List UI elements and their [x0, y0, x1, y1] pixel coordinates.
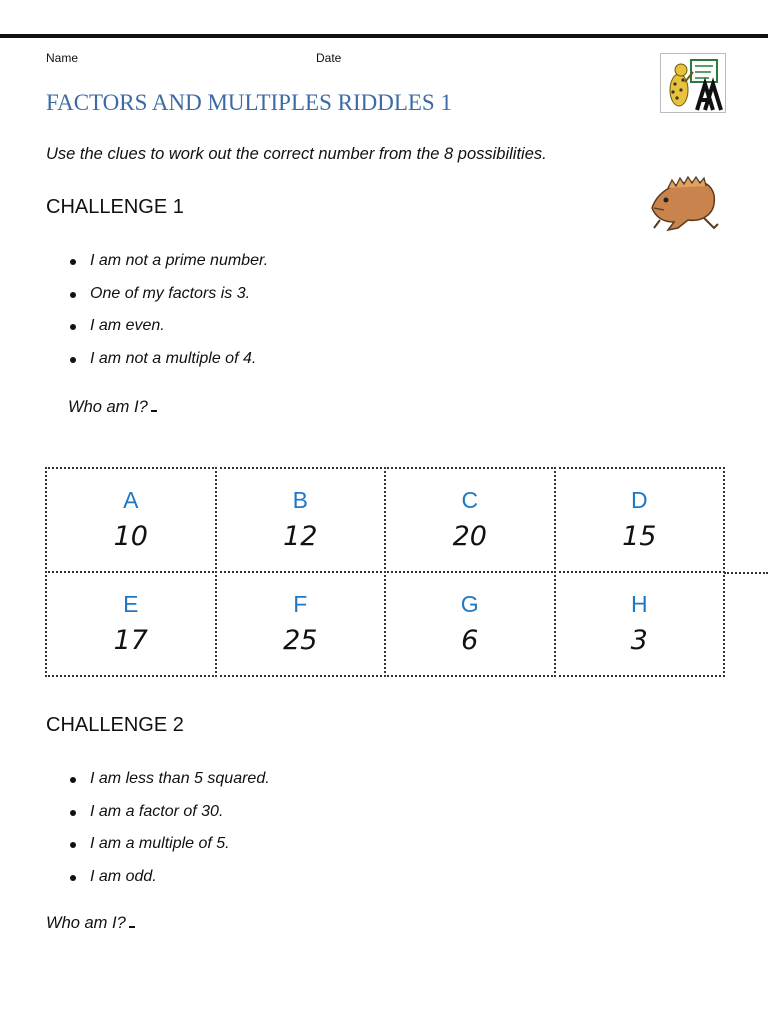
- list-item: I am even.: [68, 315, 268, 348]
- option-value: 15: [622, 521, 657, 552]
- option-value: 12: [283, 521, 318, 552]
- instructions: Use the clues to work out the correct number from the 8 possibilities.: [46, 145, 547, 163]
- list-item: I am not a multiple of 4.: [68, 348, 268, 381]
- option-letter: D: [630, 487, 648, 513]
- option-value: 17: [113, 625, 148, 656]
- option-letter: A: [123, 487, 139, 513]
- grid-divider-extension: [724, 572, 768, 574]
- option-value: 6: [461, 625, 479, 656]
- option-letter: B: [292, 487, 308, 513]
- page-title: FACTORS AND MULTIPLES RIDDLES 1: [46, 90, 452, 115]
- option-value: 3: [630, 625, 648, 656]
- challenge-2-prompt: [46, 912, 135, 933]
- challenge-1-prompt-text: Who am I?: [68, 398, 148, 416]
- option-cell-e: [45, 571, 217, 677]
- options-grid: [46, 468, 724, 676]
- option-cell-d: [554, 467, 726, 573]
- option-value: 25: [283, 625, 318, 656]
- answer-blank[interactable]: [151, 396, 157, 412]
- option-cell-h: [554, 571, 726, 677]
- challenge-1-clues: [68, 250, 268, 380]
- list-item: I am less than 5 squared.: [68, 768, 270, 801]
- option-cell-f: [215, 571, 387, 677]
- answer-blank[interactable]: [129, 912, 135, 928]
- option-letter: F: [293, 591, 308, 617]
- site-logo-icon: [660, 53, 726, 113]
- challenge-1-prompt: [68, 396, 157, 417]
- top-rule: [0, 34, 768, 38]
- challenge-2-prompt-text: Who am I?: [46, 914, 126, 932]
- option-cell-g: [384, 571, 556, 677]
- list-item: I am not a prime number.: [68, 250, 268, 283]
- list-item: I am a multiple of 5.: [68, 833, 270, 866]
- option-letter: H: [630, 591, 648, 617]
- option-letter: G: [460, 591, 479, 617]
- list-item: One of my factors is 3.: [68, 283, 268, 316]
- option-letter: E: [123, 591, 139, 617]
- option-value: 20: [452, 521, 487, 552]
- challenge-1-heading: CHALLENGE 1: [46, 196, 184, 218]
- challenge-2-clues: [68, 768, 270, 898]
- option-value: 10: [113, 521, 148, 552]
- date-label: Date: [316, 51, 342, 65]
- list-item: I am odd.: [68, 866, 270, 899]
- list-item: I am a factor of 30.: [68, 801, 270, 834]
- lizard-icon: [648, 168, 720, 236]
- name-label: Name: [46, 51, 79, 65]
- option-cell-c: [384, 467, 556, 573]
- challenge-2-heading: CHALLENGE 2: [46, 714, 184, 736]
- option-cell-b: [215, 467, 387, 573]
- option-letter: C: [461, 487, 479, 513]
- option-cell-a: [45, 467, 217, 573]
